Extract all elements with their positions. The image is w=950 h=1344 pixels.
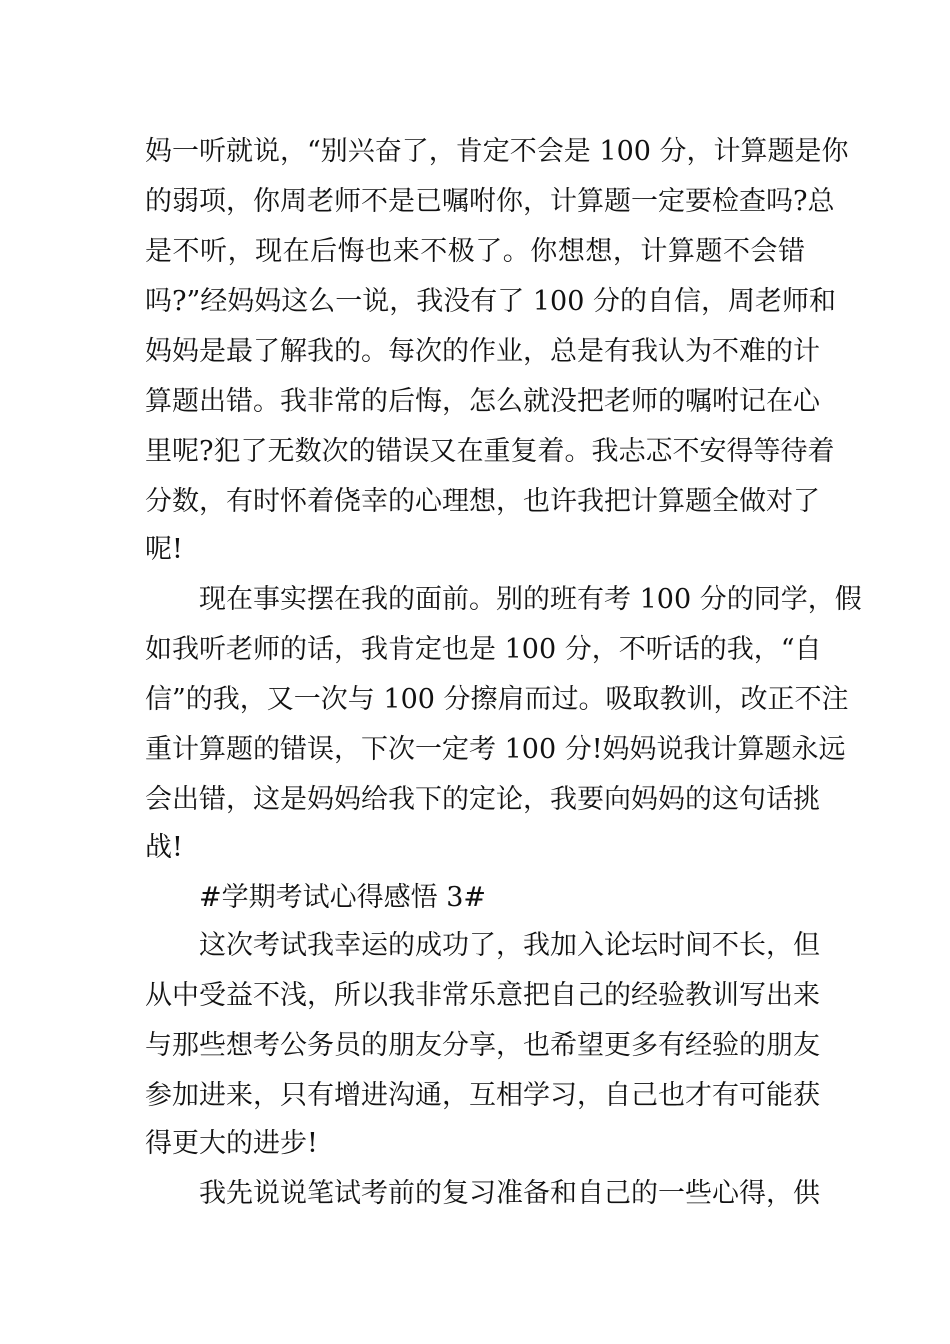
text-line-2: 的弱项，你周老师不是已嘱咐你，计算题一定要检查吗?总 — [145, 186, 835, 217]
paragraph-3-first-line: 这次考试我幸运的成功了，我加入论坛时间不长，但 — [199, 930, 820, 961]
text-line-8: 分数，有时怀着侥幸的心理想，也许我把计算题全做对了 — [145, 486, 820, 517]
text-line-13: 重计算题的错误，下次一定考 100 分!妈妈说我计算题永远 — [145, 734, 846, 765]
paragraph-2-first-line: 现在事实摆在我的面前。别的班有考 100 分的同学，假 — [199, 584, 862, 615]
text-line-18: 从中受益不浅，所以我非常乐意把自己的经验教训写出来 — [145, 980, 820, 1011]
text-line-11: 如我听老师的话，我肯定也是 100 分，不听话的我，“自 — [145, 634, 822, 665]
text-line-15: 战! — [145, 832, 183, 863]
text-line-9: 呢! — [145, 534, 183, 565]
text-line-6: 算题出错。我非常的后悔，怎么就没把老师的嘱咐记在心 — [145, 386, 820, 417]
text-line-1: 妈一听就说，“别兴奋了，肯定不会是 100 分，计算题是你 — [145, 136, 849, 167]
text-line-5: 妈妈是最了解我的。每次的作业，总是有我认为不难的计 — [145, 336, 820, 367]
text-line-14: 会出错，这是妈妈给我下的定论，我要向妈妈的这句话挑 — [145, 784, 820, 815]
text-line-4: 吗?”经妈妈这么一说，我没有了 100 分的自信，周老师和 — [145, 286, 836, 317]
section-heading: #学期考试心得感悟 3# — [199, 882, 487, 913]
text-line-21: 得更大的进步! — [145, 1128, 318, 1159]
paragraph-4-first-line: 我先说说笔试考前的复习准备和自己的一些心得，供 — [199, 1178, 820, 1209]
text-line-7: 里呢?犯了无数次的错误又在重复着。我忐忑不安得等待着 — [145, 436, 835, 467]
text-line-20: 参加进来，只有增进沟通，互相学习，自己也才有可能获 — [145, 1080, 820, 1111]
text-line-19: 与那些想考公务员的朋友分享，也希望更多有经验的朋友 — [145, 1030, 820, 1061]
text-line-12: 信”的我，又一次与 100 分擦肩而过。吸取教训，改正不注 — [145, 684, 849, 715]
text-line-3: 是不听，现在后悔也来不极了。你想想，计算题不会错 — [145, 236, 805, 267]
